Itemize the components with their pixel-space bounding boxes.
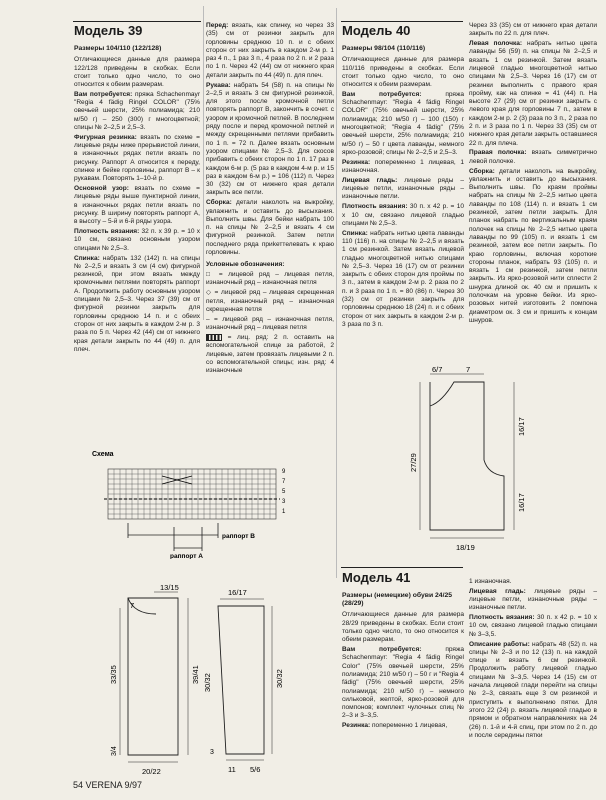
model-39-intro: Отличающиеся данные для размера 122/128 приведены в скобках. Если стоит только одно число, то оно относится к обеим размерам.	[74, 56, 200, 89]
model-41-materials: Вам потребуется: пряжа Schachenmayr: "Regia 4 fädig Ringel Color" (75% овечьей шерсти, 25% полиамида; 210 м/50 г) – 50 г и "Regia 4 fädig" (75% овечьей шерсти, 25% полиамида; 210 м/50 г) – немного сильковой, желтой, ярко-розовой для помпонов; комплект чулочных спиц № 2–3 и 3–3,5.	[342, 646, 464, 720]
model-40-title: Модель 40	[342, 23, 411, 38]
legend-item-purl: – = лицевой ряд – изнаночная петля, изнаночный ряд – лицевая петля	[206, 315, 334, 331]
model-41-intro: Отличающиеся данные для размера 28/29 приведены в скобках. Если стоит только одно число, то оно относится к обеим размерам.	[342, 611, 464, 644]
front-back-piece	[128, 598, 178, 755]
model-39-col1	[74, 42, 200, 356]
scheme-row-label: 3	[282, 499, 286, 505]
model-40-right: Правая полочка: вязать симметрично левой полочке.	[469, 149, 597, 165]
stitch-scheme	[70, 447, 310, 559]
model-40-gauge: Плотность вязания: 30 п. x 42 р. = 10 x 10 см, связано лицевой гладью спицами № 2,5–3.	[342, 203, 464, 227]
model-39-title: Модель 39	[74, 23, 143, 38]
model-39-gauge: Плотность вязания: 32 п. x 39 р. = 10 x 10 см, связано основным узором спицами № 2,5–3.	[74, 228, 200, 252]
model-41-title: Модель 41	[342, 570, 411, 585]
model-41-sizes: Размеры (немецкие) обуви 24/25 (28/29)	[342, 592, 453, 608]
scheme-row-label: 5	[282, 489, 286, 495]
model-41-gauge: Плотность вязания: 30 п. x 42 р. = 10 x 10 см, связано лицевой гладью спицами № 3–3,5.	[469, 614, 597, 638]
model-41-rib: Резинка: попеременно 1 лицевая,	[342, 722, 448, 730]
model-40-stock: Лицевая гладь: лицевые ряды – лицевые петли, изнаночные ряды – изнаночные петли.	[342, 176, 464, 201]
model-39-materials: Вам потребуется: пряжа Schachenmayr "Regia 4 fädig Ringel COLOR" (75% овечьей шерсти, 25% полиамида; 210 м/50 г) – 250 (300) г многоцветной; спицы № 2–2,5 и 2,5–3.	[74, 90, 200, 132]
cable-symbol-icon	[206, 334, 222, 341]
model-40-sizes: Размеры 98/104 (110/116)	[342, 45, 426, 52]
vest-piece	[430, 382, 504, 530]
model-39-col2	[206, 22, 334, 377]
dim-sleeve-height: 30/32	[203, 673, 212, 692]
model-39-front: Перед: вязать, как спинку, но через 33 (35) см от резинки закрыть для горловины среднюю 10 п. и с обеих сторон от них закрыть в каждом 2-м р. 1 раз 4 п., 1 раз 3 п., 4 раза по 2 п. и 2 раза по 1 п. Через 42 (44) см от нижнего края детали закрыть по 44 (49) п. для плеч.	[206, 22, 334, 79]
dim-sleeve-top: 16/17	[228, 588, 247, 597]
model-40-shoulders: Через 33 (35) см от нижнего края детали закрыть по 22 п. для плеч.	[469, 22, 597, 38]
model-40-rib: Резинка: попеременно 1 лицевая, 1 изнаночная.	[342, 158, 464, 175]
dim-neck: 7	[130, 601, 135, 610]
dim-shoulder: 7	[466, 365, 471, 374]
model-39-assembly: Сборка: детали наколоть на выкройку, увлажнить и оставить до высыхания. Выполнить швы. Для бейки набрать 100 п. на спицы № 2–2,5 и вязать 4 см фигурной резинкой. Затем петли последнего ряда приkеттелевать к краю горловины.	[206, 199, 334, 257]
dim-width: 20/22	[142, 767, 161, 776]
model-41-rib-cont: 1 изнаночная.	[469, 578, 512, 585]
scheme-title: Схема	[92, 451, 114, 458]
model-40-pattern	[380, 362, 580, 562]
model-40-left: Левая полочка: набрать нитью цвета лаванды 56 (59) п. на спицы № 2–2,5 и вязать 1 см резинкой. Затем вязать лицевой гладью многоцветной нитью спицами № 2,5–3. Через 16 (17) см от резинки выполнить с правого края пройму, как на спинке = 41 (44) п. На высоте 27 (29) см от резинки закрыть с левого края для горловины 7 п., затем в каждом 2-м р. 2 (3) раза по 3 п., 2 раза по 2 п. и 3 раза по 1 п. Через 33 (35) см от нижнего края детали закрыть оставшиеся 22 п. для плеча.	[469, 40, 597, 147]
model-40-materials: Вам потребуется: пряжа Schachenmayr: "Regia 4 fädig Ringel COLOR" (75% овечьей шерсти, 25% полиамида; 210 м/50 г) – 100 (150) г многоцветной; "Regia 4 fädig" (75% овечьей шерсти, 25% полиамида; 210 м/50 г) – 50 г цвета лаванды, немного ярко-розовой; спицы № 2–2,5 и 2,5–3.	[342, 90, 464, 156]
dim-sleeve-bottom: 11	[228, 765, 236, 774]
legend-item-knit: □ = лицевой ряд – лицевая петля, изнаночный ряд – изнаночная петля	[206, 271, 334, 287]
dim-neck: 6/7	[432, 365, 443, 374]
model-40-intro: Отличающиеся данные для размера 110/116 приведены в скобках. Если стоит только одно число, то оно относится к обеим размерам.	[342, 56, 464, 89]
model-40-col2	[469, 22, 597, 327]
model-39-rib: Фигурная резинка: вязать по схеме = лицевые ряды ниже прерывистой линии, в изнаночных рядах петли вязать по рисунку. Раппорт А относится к переду, спинке и бейке горловины, раппорт В – к рукавам. Повторять 1–10-й р.	[74, 133, 200, 183]
model-41-stock: Лицевая гладь: лицевые ряды – лицевые петли, изнаночные ряды – изнаночные петли.	[469, 587, 597, 612]
dim-sleeve-rib: 3	[210, 749, 214, 756]
model-39-pattern	[68, 584, 304, 780]
model-39-main: Основной узор: вязать по схеме = лицевые ряды выше пунктирной линии, в изнаночных рядах петли вязать по рисунку. В ширину повторять раппорт А, в высоту – 5-й и 6-й ряды узора.	[74, 185, 200, 226]
dim-height: 39/41	[191, 665, 200, 684]
rapport-b-label: раппорт В	[222, 533, 255, 540]
sleeve-piece	[218, 606, 264, 754]
scheme-row-label: 1	[282, 509, 286, 515]
model-40-col1	[342, 42, 464, 331]
model-39-back: Спинка: набрать 132 (142) п. на спицы № 2–2,5 и вязать 3 см (4 см) фигурной резинкой, при этом вязать между кромочными петлями повторять раппорт А. Продолжить работу основным узором спицами № 2,5–3. Через 37 (39) см от фигурной резинки закрыть для горловины среднюю 14 п. и с обеих сторон от них закрыть в каждом 2-м р. 3 раза по 5 п. Через 42 (44) см от нижнего края детали закрыть по 44 (49) п. для плеч.	[74, 254, 200, 353]
model-41-desc: Описание работы: набрать 48 (52) п. на спицы № 2–3 и по 12 (13) п. на каждой спице и вязать 6 см резинкой. Продолжить работу лицевой гладью спицами № 3–3,5. Через 14 (15) см от начала лицевой глади перейти на спицы № 2–3, связать еще 3 см резинкой и приступить к выполнению пятки. Для этого 22 (24) р. вязать лицевой гладью в прямом и обратном направлениях на 24 (26) п. 1-й и 4-й спиц, при этом по 2 п. до и после середины пятки	[469, 640, 598, 739]
dim-body: 33/35	[109, 665, 118, 684]
dim-rib: 3/4	[111, 746, 118, 756]
dim-shoulder: 13/15	[160, 584, 179, 592]
dim-total: 27/29	[409, 453, 418, 472]
legend-title: Условные обозначения:	[206, 261, 285, 269]
legend-item-crossed: ◇ = лицевой ряд – лицевая скрещенная петля, изнаночный ряд – изнаночная скрещенная петля	[206, 289, 334, 313]
rapport-a-label: раппорт А	[170, 553, 203, 559]
model-41-col2	[469, 578, 597, 742]
column-divider	[336, 8, 337, 578]
dim-sleeve-half: 5/6	[250, 765, 261, 774]
scheme-row-label: 9	[282, 469, 286, 475]
model-39-sizes: Размеры 104/110 (122/128)	[74, 45, 162, 52]
dim-sleeve-height-right: 30/32	[275, 669, 284, 688]
model-40-back: Спинка: набрать нитью цвета лаванды 110 (116) п. на спицы № 2–2,5 и вязать 1 см резинкой. Затем вязать лицевой гладью многоцветной нитью спицами № 2,5–3. Через 16 (17) см от резинки закрыть с обеих сторон для проймы по 3 п., затем в каждом 2-м р. 2 раза по 2 п. и 3 раза по 1 п. = 80 (86) п. Через 30 (32) см от резинки закрыть для горловины среднюю 18 (24) п. и с обеих сторон от них закрыть в каждом 2-м р. 3 раза по 3 п.	[342, 229, 464, 328]
dim-width: 18/19	[456, 543, 475, 552]
column-divider	[203, 6, 204, 320]
title-rule	[341, 567, 463, 568]
model-41-col1	[342, 589, 464, 732]
model-40-assembly: Сборка: детали наколоть на выкройку, увлажнить и оставить до высыхания. Выполнить швы. По краям проймы набрать на спицы № 2–2,5 нитью цвета лаванды по 108 (114) п. и вязать 1 см резинкой, затем петли закрыть. Для планок набрать по вертикальным краям полочек на спицы № 2–2,5 нитью цвета лаванды по 99 (105) п. и вязать 1 см резинкой, затем все петли закрыть. По краю горловины, включая короткие стороны планок, набрать 93 (105) п. и вязать 1 см резинкой, затем петли закрыть. Из ярко-розовой нити сплести 2 шнурка длиной ок. 40 см и пришить к полочкам на уровне бейки. Из ярко-розовых нитей изготовить 2 помпона диаметром ок. 3 см и пришить к концам шнуров.	[469, 167, 597, 324]
dim-lower: 16/17	[517, 493, 526, 512]
dim-upper: 16/17	[517, 417, 526, 436]
page-footer: 54 VERENA 9/97	[73, 780, 143, 790]
model-39-sleeves: Рукава: набрать 54 (58) п. на спицы № 2–2,5 и вязать 3 см фигурной резинкой, для этого после кромочной петли повторять раппорт В, закончить в сочет. с узором и кромочной петлей. В последнем ряду после и перед кромочной петлей и между скрещенными петлями прибавить по 1 п. = 72 п. Далее вязать основным узором спицами № 2,5–3. Для скосов прибавить с обеих сторон по 1 п. 17 раз в каждом 6-м р. (5 раз в каждом 4-м р. и 15 раз в каждом 6-м р.) = 106 (112) п. Через 30 (32) см от нижнего края детали закрыть все петли.	[206, 81, 335, 197]
scheme-row-label: 7	[282, 479, 286, 485]
legend-item-cable: = лиц. ряд: 2 п. оставить на вспомогательной спице за работой, 2 лицевые, затем провязать лицевыми 2 п. со вспомогательной спицы; изн. ряд: 4 изнаночные	[206, 333, 334, 375]
